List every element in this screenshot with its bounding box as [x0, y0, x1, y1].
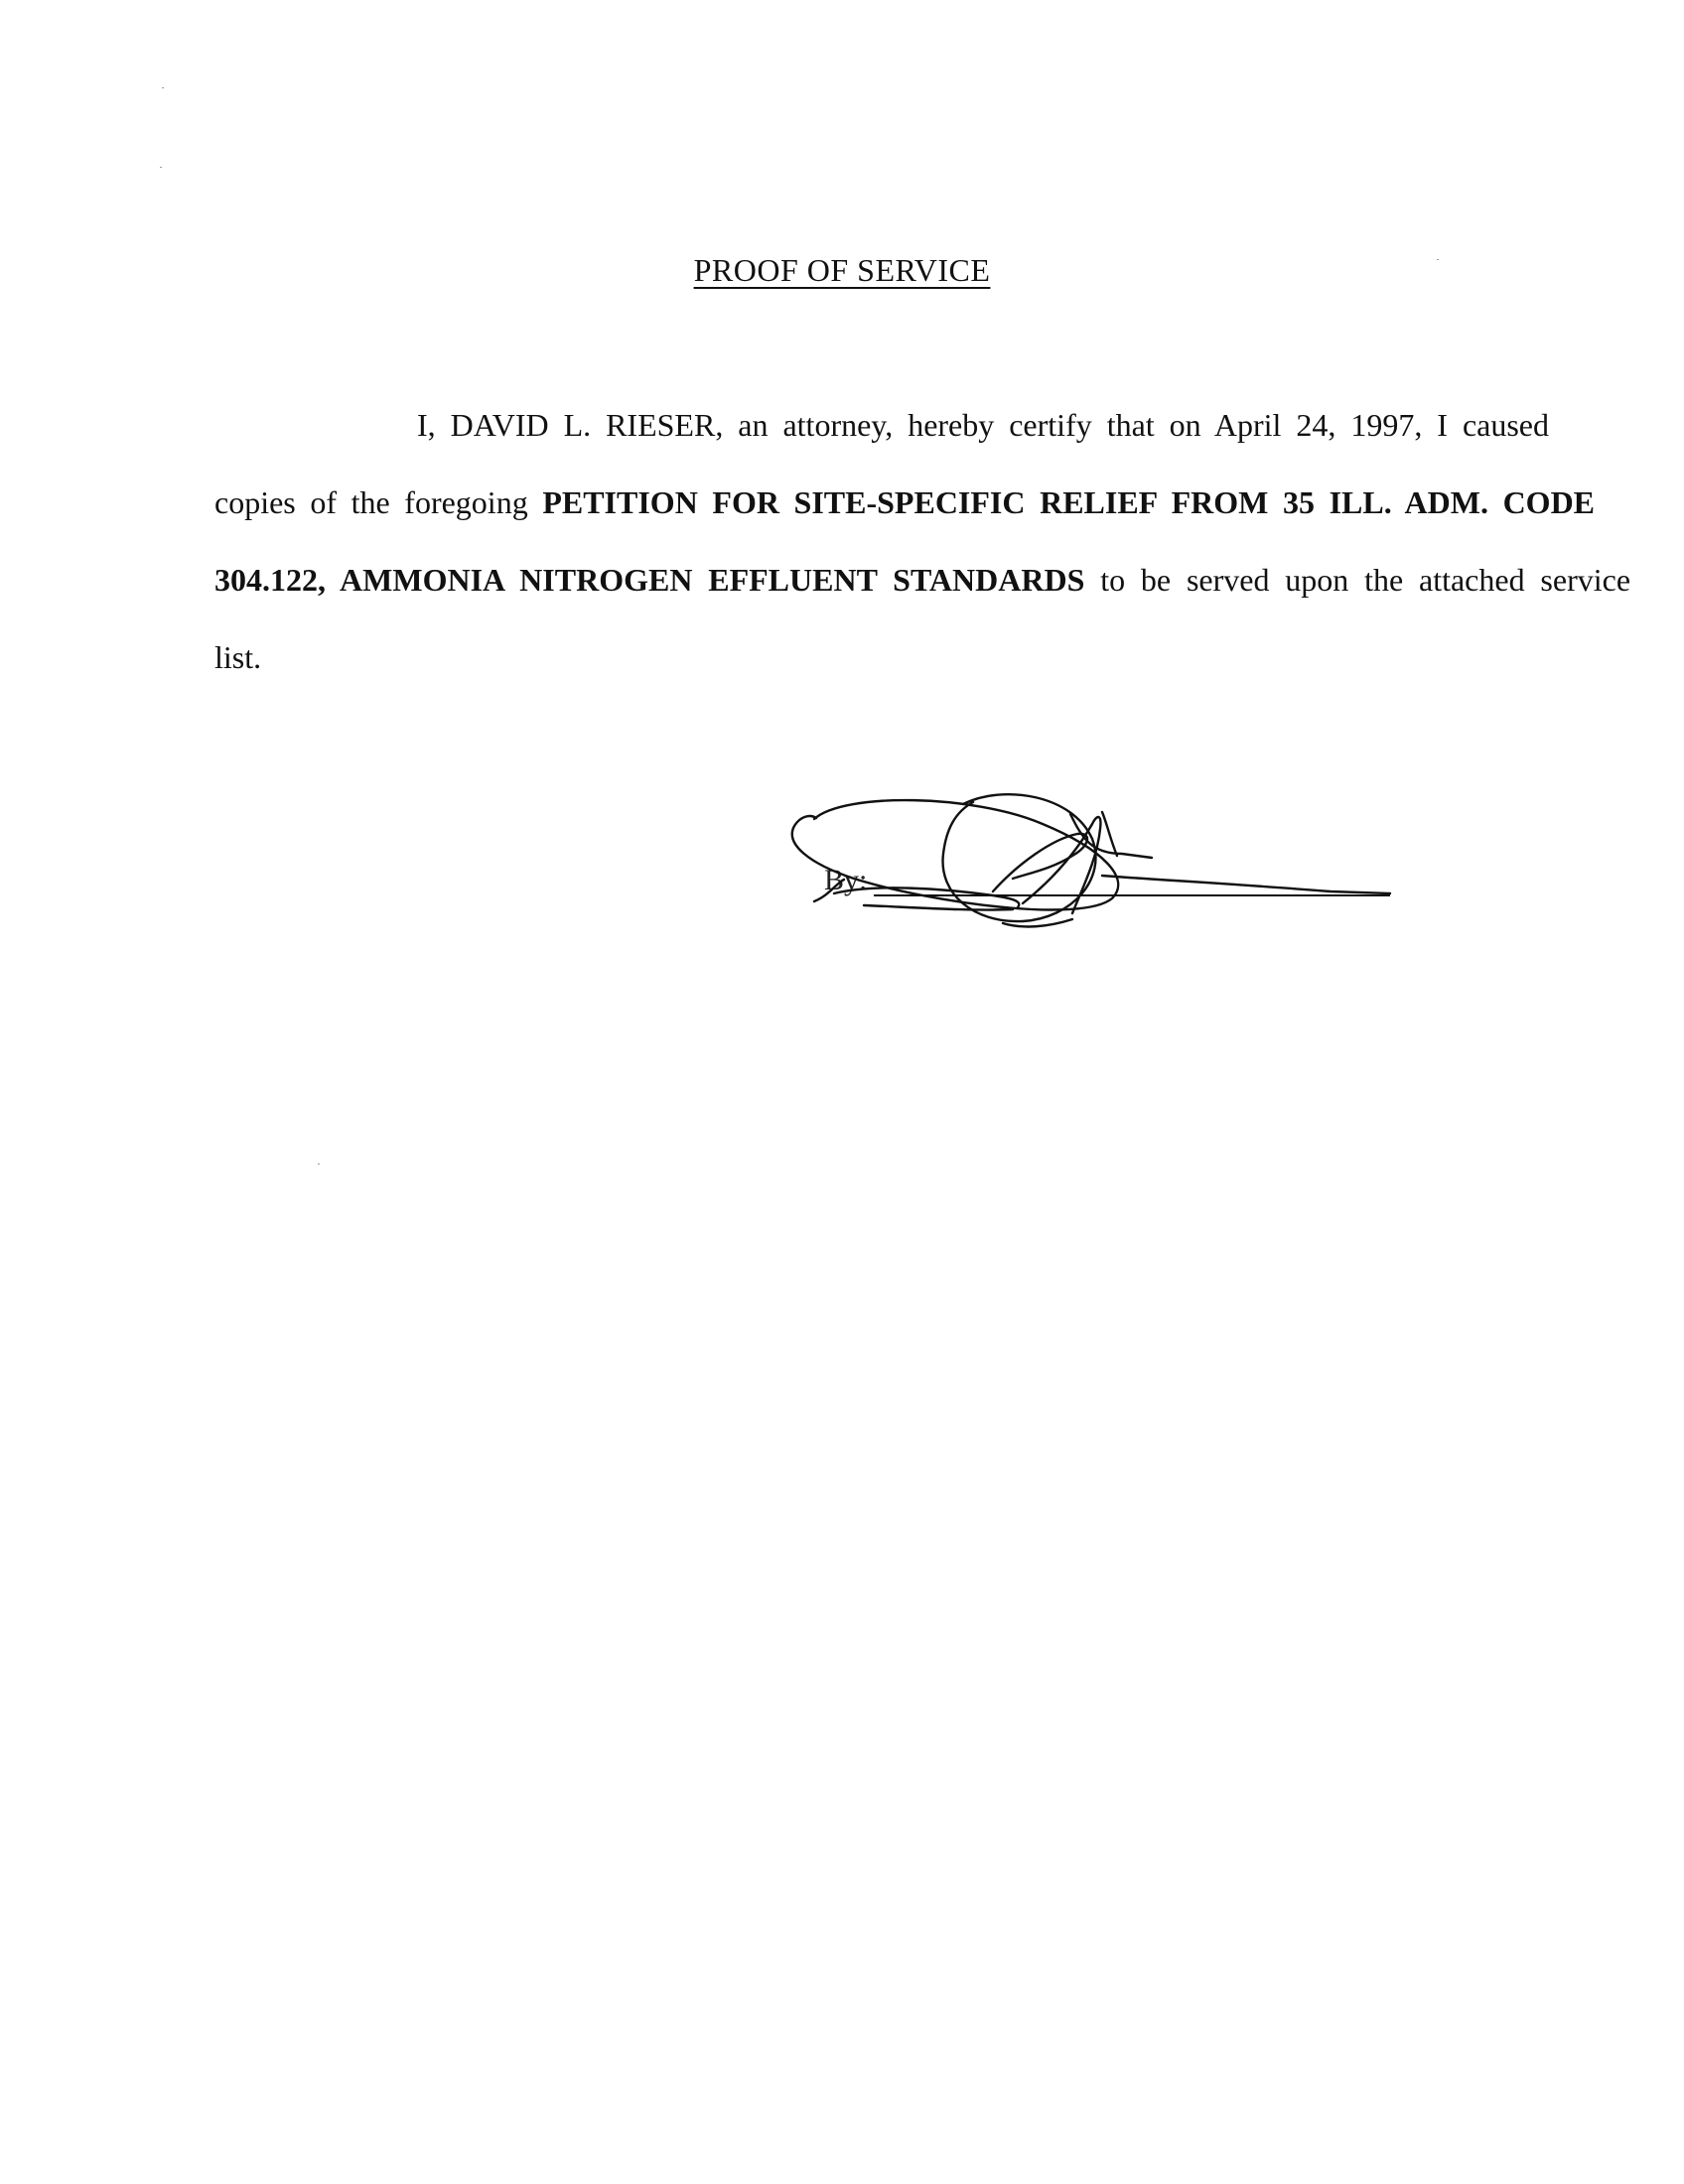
- certification-line-4: list.: [214, 639, 262, 675]
- handwritten-signature: [774, 784, 1410, 953]
- certification-line-3-text: to be served upon the attached service: [1100, 562, 1631, 598]
- certification-line-2: [214, 482, 1595, 522]
- scan-speck: [160, 167, 162, 168]
- certification-line-2-text: copies of the foregoing: [214, 484, 528, 520]
- by-label: By:: [824, 864, 868, 896]
- scan-speck: [318, 1163, 320, 1164]
- certification-line-3: [214, 560, 1630, 600]
- certification-line-1: I, DAVID L. RIESER, an attorney, hereby certify that on April 24, 1997, I caused: [417, 407, 1549, 443]
- document-title: PROOF OF SERVICE: [693, 252, 991, 288]
- petition-title-part-2: 304.122, AMMONIA NITROGEN EFFLUENT STANDARDS: [214, 562, 1085, 598]
- scan-speck: [162, 87, 164, 88]
- petition-title-part-1: PETITION FOR SITE-SPECIFIC RELIEF FROM 35 ILL. ADM. CODE: [542, 484, 1596, 520]
